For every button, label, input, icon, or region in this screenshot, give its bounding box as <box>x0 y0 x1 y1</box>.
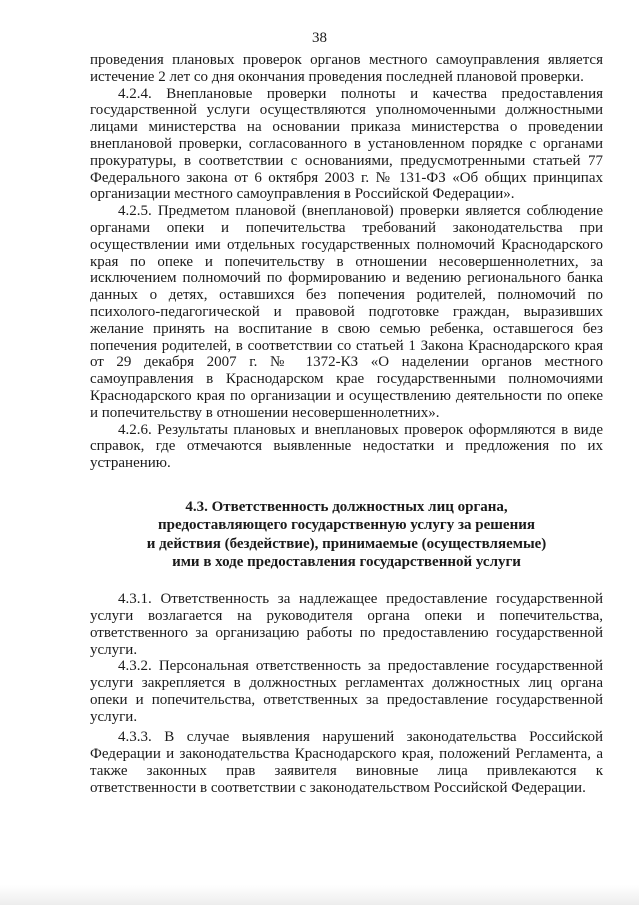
paragraph-4-2-4: 4.2.4. Внеплановые проверки полноты и качества предоставления государственной услуги осуществляются уполномоченными должностными лицами министерства на основании приказа министерства о проведении внеплановой проверки, согласованного в установленном порядке с органами прокуратуры, в соответствии с основаниями, предусмотренными статьей 77 Федерального закона от 6 октября 2003 г. № 131-ФЗ «Об общих принципах организации местного самоуправления в Российской Федерации». <box>90 85 603 203</box>
paragraph-4-2-6: 4.2.6. Результаты плановых и внеплановых проверок оформляются в виде справок, где отмечаются выявленные недостатки и предложения по их устранению. <box>90 421 603 472</box>
document-body <box>90 52 603 797</box>
paragraph-4-3-2: 4.3.2. Персональная ответственность за предоставление государственной услуги закрепляется в должностных регламентах должностных лиц органа опеки и попечительства, ответственных за предоставление государственной услуги. <box>90 658 603 725</box>
paragraph-intro: проведения плановых проверок органов местного самоуправления является истечение 2 лет со дня окончания проведения последней плановой проверки. <box>90 52 603 85</box>
section-heading-4-3 <box>90 498 603 571</box>
heading-line: предоставляющего государственную услугу за решения <box>158 517 535 534</box>
heading-line: 4.3. Ответственность должностных лиц органа, <box>185 498 508 515</box>
heading-line: и действия (бездействие), принимаемые (осуществляемые) <box>146 535 547 552</box>
paragraph-4-2-5: 4.2.5. Предметом плановой (внеплановой) проверки является соблюдение органами опеки и попечительства требований законодательства при осуществлении ими отдельных государственных полномочий Краснодарского края по опеке и попечительству в отношении несовершеннолетних, за исключением полномочий по формированию и ведению регионального банка данных о детях, оставшихся без попечения родителей, полномочий по психолого-педагогической и правовой подготовке граждан, выразивших желание принять на воспитание в свою семью ребенка, оставшегося без попечения родителей, в соответствии со статьей 1 Закона Краснодарского края от 29 декабря 2007 г. № 1372-КЗ «О наделении органов местного самоуправления в Краснодарском крае государственными полномочиями Краснодарского края по организации и осуществлению деятельности по опеке и попечительству в отношении несовершеннолетних». <box>90 203 603 421</box>
scan-edge-shadow <box>0 885 639 905</box>
heading-line: ими в ходе предоставления государственной услуги <box>172 553 521 570</box>
paragraph-4-3-1: 4.3.1. Ответственность за надлежащее предоставление государственной услуги возлагается на руководителя органа опеки и попечительства, ответственного за организацию работы по предоставлению государственной услуги. <box>90 591 603 658</box>
page-number: 38 <box>312 30 327 46</box>
paragraph-4-3-3: 4.3.3. В случае выявления нарушений законодательства Российской Федерации и законодательства Краснодарского края, положений Регламента, а также законных прав заявителя виновные лица привлекаются к ответственности в соответствии с законодательством Российской Федерации. <box>90 729 603 796</box>
